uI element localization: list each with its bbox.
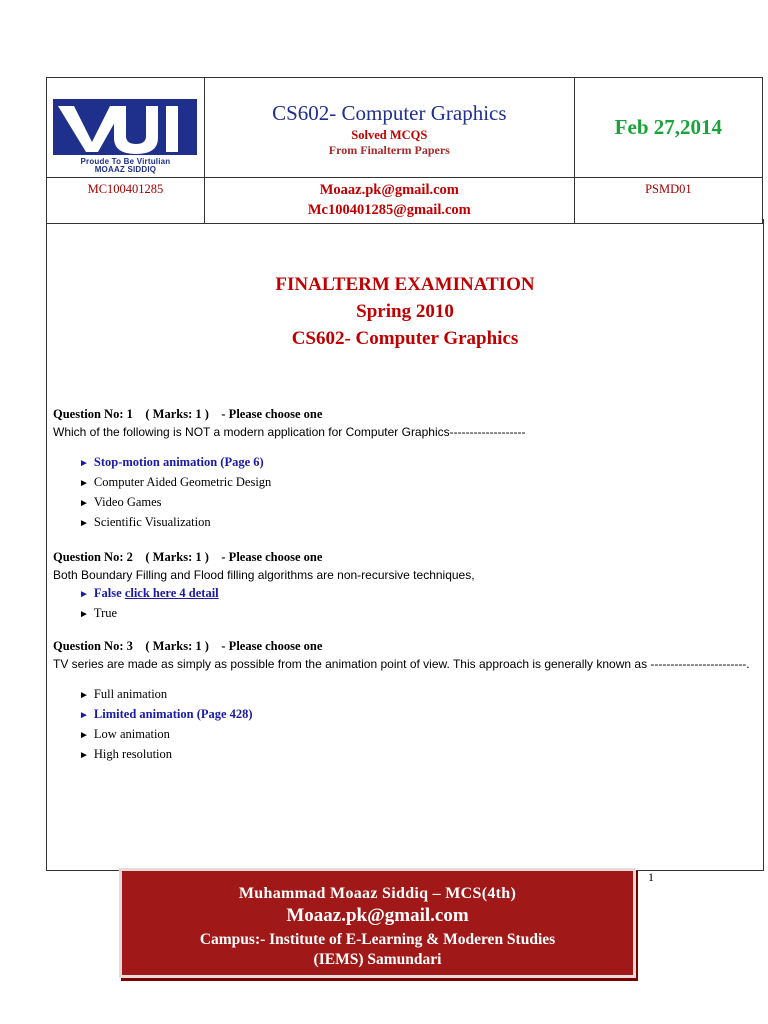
registration-number: MC100401285 xyxy=(47,178,205,224)
arrow-icon: ► xyxy=(79,710,89,721)
arrow-icon: ► xyxy=(79,518,89,529)
option: ► Full animation xyxy=(79,687,168,701)
date-cell xyxy=(574,78,762,178)
question-1 xyxy=(53,405,757,533)
content-box xyxy=(46,219,764,871)
question-text: Which of the following is NOT a modern application for Computer Graphics------------------- xyxy=(53,425,526,439)
option: ► Low animation xyxy=(79,727,170,741)
option: ► High resolution xyxy=(79,747,173,761)
option-correct: ► False click here 4 detail xyxy=(79,586,219,600)
options-list xyxy=(79,453,757,533)
document-code: PSMD01 xyxy=(574,178,762,224)
logo-cell xyxy=(47,78,205,178)
option: ► True xyxy=(79,606,118,620)
email-cell xyxy=(204,178,574,224)
exam-title: FINALTERM EXAMINATION xyxy=(275,274,535,295)
vu-logo-icon xyxy=(52,98,198,156)
arrow-icon: ► xyxy=(79,458,89,469)
option-correct: ► Limited animation (Page 428) xyxy=(79,707,253,721)
question-header: Question No: 2 ( Marks: 1 ) - Please choose one xyxy=(53,550,323,564)
logo-author: MOAAZ SIDDIQ xyxy=(94,164,157,174)
options-list xyxy=(79,584,757,624)
detail-link[interactable]: click here 4 detail xyxy=(124,586,219,600)
campus-location: (IEMS) Samundari xyxy=(313,951,442,968)
arrow-icon: ► xyxy=(79,498,89,509)
vu-logo xyxy=(52,98,198,172)
question-text: TV series are made as simply as possible from the animation point of view. This approach is generally known as ------------------------. xyxy=(53,657,750,671)
question-header: Question No: 3 ( Marks: 1 ) - Please choose one xyxy=(53,639,323,653)
arrow-icon: ► xyxy=(79,589,89,600)
email-primary: Moaaz.pk@gmail.com xyxy=(319,182,459,198)
option: ► Video Games xyxy=(79,495,162,509)
document-title: CS602- Computer Graphics xyxy=(272,101,507,125)
page-number: 1 xyxy=(648,870,654,884)
document-subtitle: Solved MCQS xyxy=(351,128,428,142)
author-email: Moaaz.pk@gmail.com xyxy=(286,905,469,926)
question-header: Question No: 1 ( Marks: 1 ) - Please choose one xyxy=(53,407,323,421)
exam-heading xyxy=(47,271,763,352)
exam-session: Spring 2010 xyxy=(356,301,454,322)
question-3 xyxy=(53,637,757,765)
logo-tagline: Proude To Be Virtulian xyxy=(80,156,171,166)
campus-name: Campus:- Institute of E-Learning & Moderen Studies xyxy=(199,931,556,948)
document-source: From Finalterm Papers xyxy=(328,143,450,157)
arrow-icon: ► xyxy=(79,690,89,701)
option: ► Scientific Visualization xyxy=(79,515,211,529)
question-text: Both Boundary Filling and Flood filling algorithms are non-recursive techniques, xyxy=(53,568,475,582)
author-name: Muhammad Moaaz Siddiq – MCS(4th) xyxy=(238,885,517,902)
exam-course: CS602- Computer Graphics xyxy=(291,328,519,349)
arrow-icon: ► xyxy=(79,730,89,741)
document-date: Feb 27,2014 xyxy=(614,115,722,139)
header-table xyxy=(46,77,763,224)
question-2 xyxy=(53,548,757,624)
arrow-icon: ► xyxy=(79,750,89,761)
options-list xyxy=(79,685,757,765)
footer-banner xyxy=(119,868,636,978)
option: ► Computer Aided Geometric Design xyxy=(79,475,272,489)
title-cell xyxy=(204,78,574,178)
email-secondary: Mc100401285@gmail.com xyxy=(307,202,471,218)
arrow-icon: ► xyxy=(79,609,89,620)
option-correct: ► Stop-motion animation (Page 6) xyxy=(79,455,264,469)
arrow-icon: ► xyxy=(79,478,89,489)
